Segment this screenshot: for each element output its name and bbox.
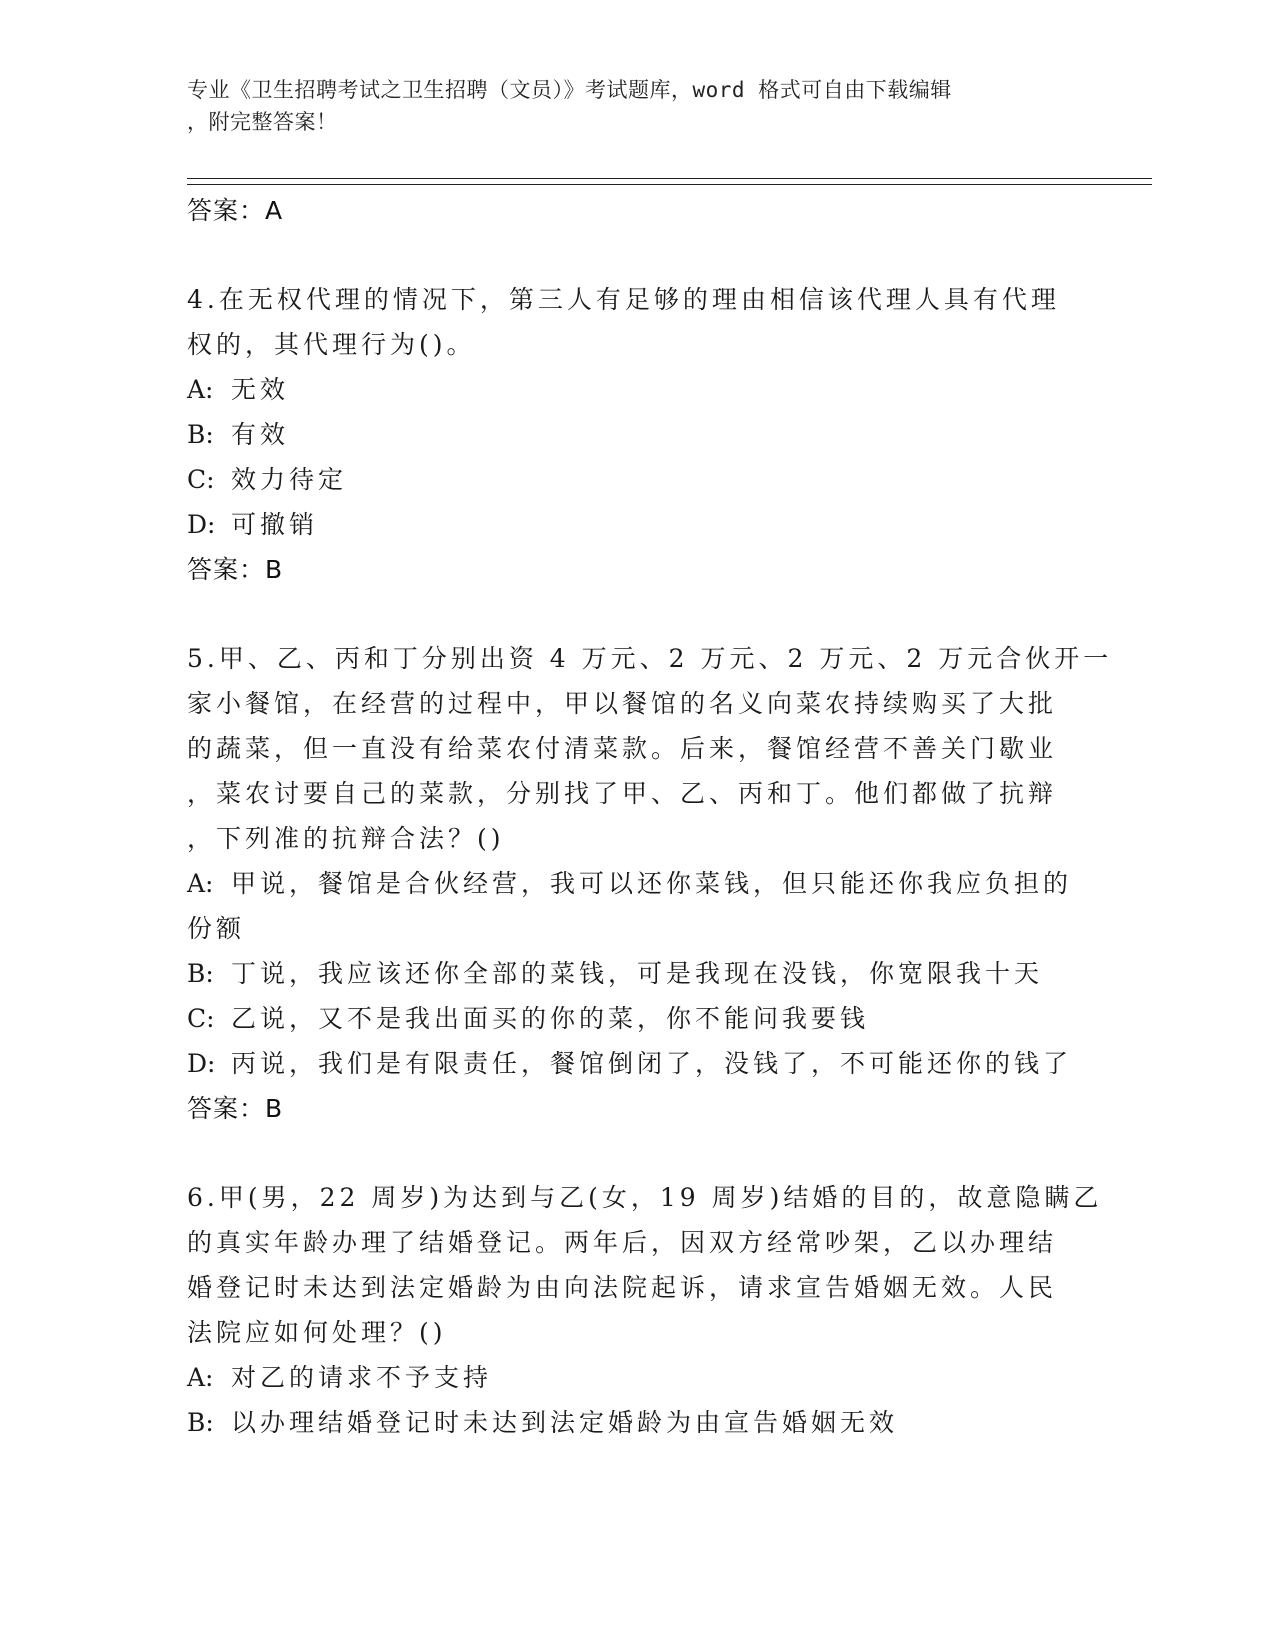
header-rule bbox=[187, 178, 1152, 179]
block-spacer bbox=[187, 592, 1087, 636]
answer-option bbox=[187, 951, 1087, 996]
option-letter: B: bbox=[187, 1408, 214, 1437]
option-letter: C: bbox=[187, 1004, 215, 1033]
option-text: 有效 bbox=[231, 420, 290, 449]
question-text: 5.甲、乙、丙和丁分别出资 4 万元、2 万元、2 万元、2 万元合伙开一 bbox=[187, 644, 1113, 673]
question-text: 的真实年龄办理了结婚登记。两年后，因双方经常吵架，乙以办理结 bbox=[187, 1228, 1058, 1257]
option-letter: A: bbox=[187, 375, 214, 404]
question-text: ，下列准的抗辩合法？() bbox=[187, 824, 505, 853]
header-line: 专业《卫生招聘考试之卫生招聘（文员）》考试题库，word 格式可自由下载编辑 bbox=[187, 78, 952, 102]
option-text: 丁说，我应该还你全部的菜钱，可是我现在没钱，你宽限我十天 bbox=[231, 959, 1044, 988]
answer-option bbox=[187, 367, 1087, 412]
option-letter: B: bbox=[187, 420, 214, 449]
option-text: 可撤销 bbox=[231, 510, 319, 539]
option-text: 对乙的请求不予支持 bbox=[231, 1363, 493, 1392]
answer-key: 答案：B bbox=[187, 555, 284, 584]
option-letter: B: bbox=[187, 959, 214, 988]
question-text: 法院应如何处理？() bbox=[187, 1318, 447, 1347]
question-text: 6.甲(男，22 周岁)为达到与乙(女，19 周岁)结婚的目的，故意隐瞒乙 bbox=[187, 1183, 1103, 1212]
answer-option bbox=[187, 1355, 1087, 1400]
question-text: 家小餐馆，在经营的过程中，甲以餐馆的名义向菜农持续购买了大批 bbox=[187, 689, 1058, 718]
header-rule bbox=[187, 184, 1152, 185]
answer-option bbox=[187, 1400, 1087, 1445]
answer-option bbox=[187, 412, 1087, 457]
option-letter: D: bbox=[187, 510, 216, 539]
answer-option bbox=[187, 906, 1087, 951]
header-line: ，附完整答案！ bbox=[187, 110, 338, 134]
block-spacer bbox=[187, 1131, 1087, 1175]
question-list bbox=[187, 188, 1113, 1445]
option-text: 份额 bbox=[187, 914, 246, 943]
option-text: 效力待定 bbox=[231, 465, 348, 494]
option-text: 丙说，我们是有限责任，餐馆倒闭了，没钱了，不可能还你的钱了 bbox=[231, 1049, 1073, 1078]
answer-option bbox=[187, 502, 1087, 547]
question-text: ，菜农讨要自己的菜款，分别找了甲、乙、丙和丁。他们都做了抗辩 bbox=[187, 779, 1058, 808]
option-letter: C: bbox=[187, 465, 215, 494]
answer-option bbox=[187, 861, 1087, 906]
block-spacer bbox=[187, 233, 1087, 277]
option-text: 乙说，又不是我出面买的你的菜，你不能问我要钱 bbox=[231, 1004, 870, 1033]
option-text: 无效 bbox=[231, 375, 290, 404]
answer-key: 答案：A bbox=[187, 196, 284, 225]
question-text: 权的，其代理行为()。 bbox=[187, 330, 476, 359]
page-header bbox=[187, 74, 1067, 138]
option-text: 甲说，餐馆是合伙经营，我可以还你菜钱，但只能还你我应负担的 bbox=[231, 869, 1073, 898]
answer-option bbox=[187, 996, 1087, 1041]
answer-option bbox=[187, 1041, 1087, 1086]
question-text: 婚登记时未达到法定婚龄为由向法院起诉，请求宣告婚姻无效。人民 bbox=[187, 1273, 1058, 1302]
question-block bbox=[187, 1175, 1103, 1445]
option-letter: D: bbox=[187, 1049, 216, 1078]
question-text: 的蔬菜，但一直没有给菜农付清菜款。后来，餐馆经营不善关门歇业 bbox=[187, 734, 1058, 763]
option-letter: A: bbox=[187, 869, 214, 898]
answer-key: 答案：B bbox=[187, 1094, 284, 1123]
question-block bbox=[187, 636, 1113, 1131]
question-block bbox=[187, 188, 1087, 233]
question-text: 4.在无权代理的情况下，第三人有足够的理由相信该代理人具有代理 bbox=[187, 285, 1060, 314]
option-letter: A: bbox=[187, 1363, 214, 1392]
question-block bbox=[187, 277, 1087, 592]
option-text: 以办理结婚登记时未达到法定婚龄为由宣告婚姻无效 bbox=[231, 1408, 899, 1437]
answer-option bbox=[187, 457, 1087, 502]
